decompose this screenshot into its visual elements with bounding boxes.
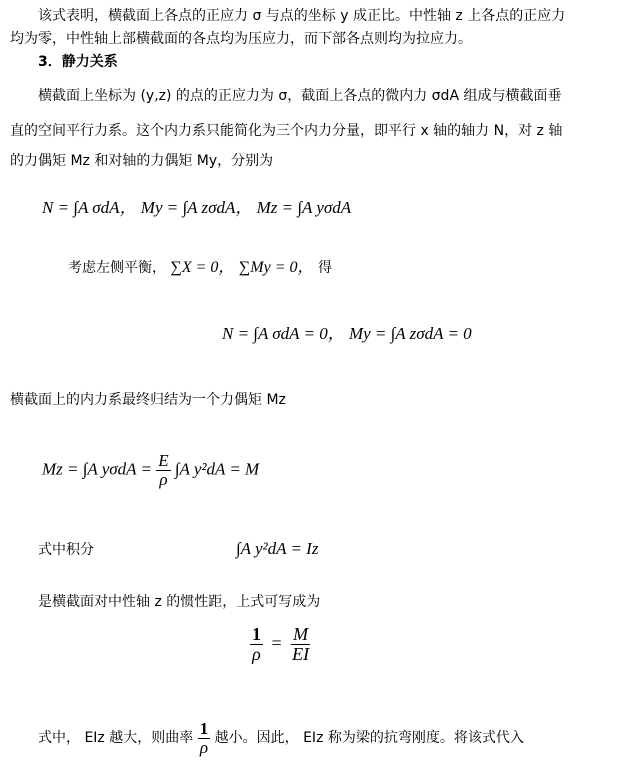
section-heading: 3．静力关系 <box>38 54 118 70</box>
last-line <box>38 716 524 760</box>
eq4-rhs-den: EI <box>292 643 310 664</box>
balance-cond-x: ∑X = 0， <box>170 259 235 276</box>
equation-internal-forces: N = ∫A σdA， My = ∫A zσdA， Mz = ∫A yσdA <box>42 198 352 217</box>
eq4-rhs-fraction <box>290 625 311 664</box>
para4: 是横截面对中性轴 z 的惯性距，上式可写成为 <box>38 594 321 610</box>
balance-line <box>68 258 332 278</box>
eq3-rhs: ∫A y²dA = M <box>174 459 260 479</box>
integral-def-label: 式中积分 <box>38 542 94 558</box>
para2-line1: 横截面上坐标为 (y,z) 的点的正应力为 σ，截面上各点的微内力 σdA 组成与横截面垂 <box>38 88 562 104</box>
para2-line2: 直的空间平行力系。这个内力系只能简化为三个内力分量，即平行 x 轴的轴力 N，对 z 轴 <box>10 123 563 139</box>
balance-cond-my: ∑My = 0， <box>238 259 314 276</box>
para3: 横截面上的内力系最终归结为一个力偶矩 Mz <box>10 392 286 408</box>
eq4-lhs-num: 1 <box>252 624 261 644</box>
para1-line2: 均为零，中性轴上部横截面的各点均为压应力，而下部各点则均为拉应力。 <box>10 31 472 47</box>
eq4-lhs-den: ρ <box>252 643 261 664</box>
eq3-fraction <box>156 452 170 489</box>
para1-line1: 该式表明，横截面上各点的正应力 σ 与点的坐标 y 成正比。中性轴 z 上各点的正应力 <box>38 8 566 24</box>
eq4-lhs-fraction <box>250 625 263 664</box>
eq3-frac-num: E <box>158 451 169 470</box>
balance-text: 考虑左侧平衡， <box>68 260 166 276</box>
eq4-rhs-num: M <box>293 624 309 644</box>
last-line-part1: 式中， EIz 越大，则曲率 <box>38 730 194 746</box>
equation-moment <box>42 452 259 489</box>
last-line-frac-den: ρ <box>199 737 209 757</box>
balance-tail: 得 <box>317 260 332 276</box>
last-line-fraction <box>198 720 211 757</box>
equation-curvature: $\frac{1}{\rho}$ = $\frac{M}{EI}$ <box>252 624 310 664</box>
eq3-frac-den: ρ <box>159 469 168 489</box>
integral-def-expr: ∫A y²dA = Iz <box>236 539 319 558</box>
para2-line3: 的力偶矩 Mz 和对轴的力偶矩 My，分别为 <box>10 153 274 169</box>
last-line-part2: 越小。因此， EIz 称为梁的抗弯刚度。将该式代入 <box>214 730 524 746</box>
last-line-frac-num: 1 <box>199 718 209 738</box>
eq3-lhs: Mz = ∫A yσdA = <box>42 459 152 479</box>
equation-equilibrium: N = ∫A σdA = 0， My = ∫A zσdA = 0 <box>222 324 472 343</box>
